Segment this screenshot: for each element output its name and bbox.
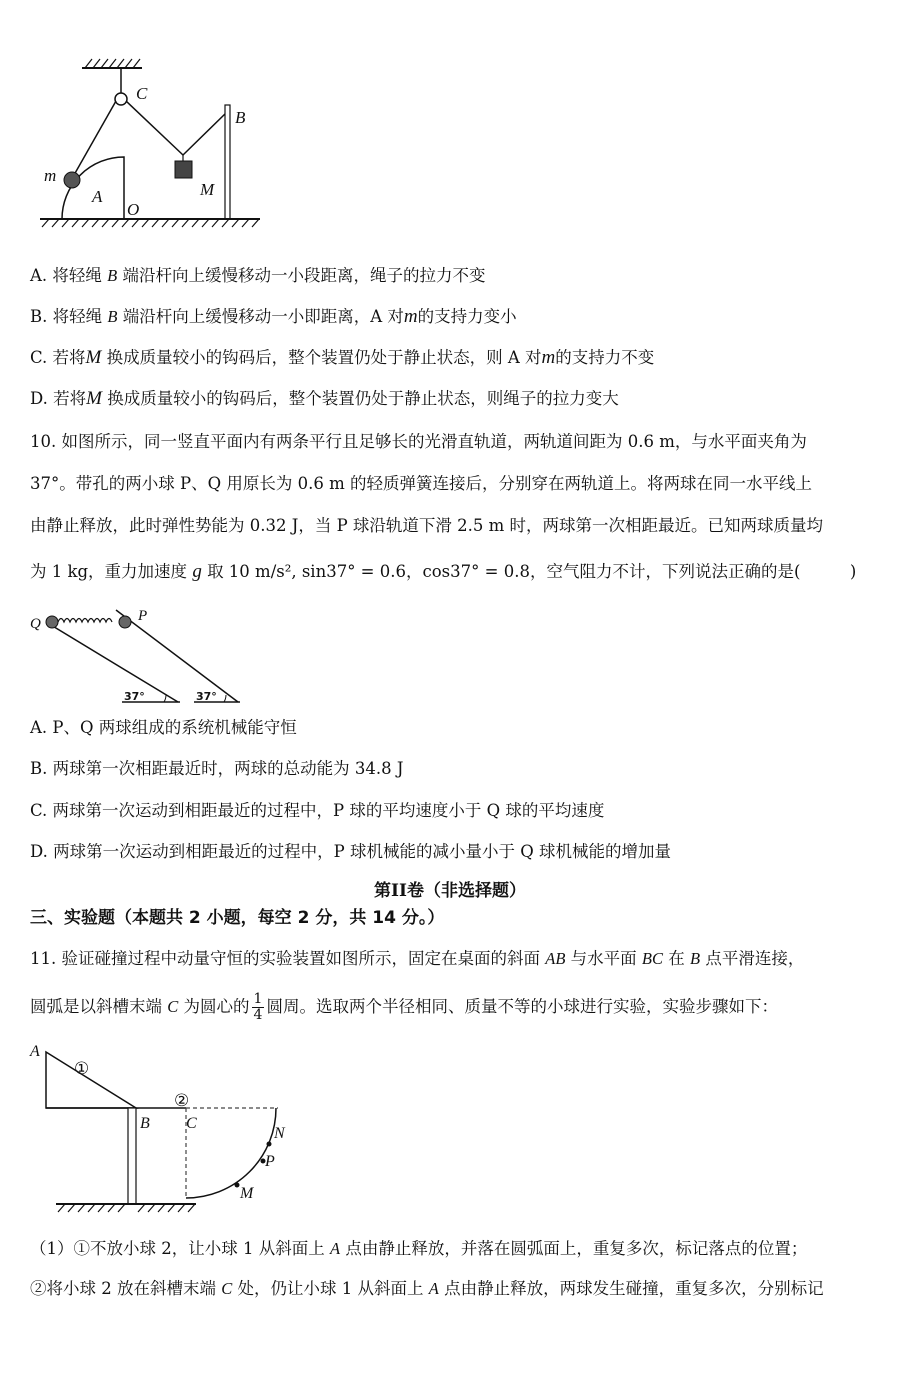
q10-line-4: 为 1 kg，重力加速度 g 取 10 m/s², sin37° = 0.6，cos37° = 0.8，空气阻力不计，下列说法正确的是( ) bbox=[30, 561, 857, 582]
q10-line-1: 10. 如图所示，同一竖直平面内有两条平行且足够长的光滑直轨道，两轨道间距为 0.6 m，与水平面夹角为 bbox=[30, 432, 807, 451]
q11-line-2: 圆弧是以斜槽末端 C 为圆心的 $\frac{1}{4}$ 圆周。选取两个半径相同、质量不等的小球进行实验，实验步骤如下： bbox=[30, 991, 778, 1023]
q9-option-b: B. 将轻绳 B 端沿杆向上缓慢移动一小即距离，A 对m的支持力变小 bbox=[30, 306, 517, 327]
label-c-fig3: C bbox=[186, 1115, 197, 1132]
label-m-fig3: M bbox=[240, 1185, 254, 1202]
pulley-figure bbox=[30, 55, 270, 235]
label-c: C bbox=[136, 84, 148, 103]
label-p-fig3: P bbox=[265, 1153, 275, 1170]
q11-step-2: ②将小球 2 放在斜槽末端 C 处，仍让小球 1 从斜面上 A 点由静止释放，两球发生碰撞，重复多次，分别标记 bbox=[30, 1279, 824, 1298]
label-q: Q bbox=[30, 616, 41, 632]
q10-option-a: A. P、Q 两球组成的系统机械能守恒 bbox=[30, 718, 297, 737]
label-a-fig3: A bbox=[30, 1043, 40, 1060]
label-b-fig3: B bbox=[140, 1115, 150, 1132]
ball-m bbox=[64, 172, 80, 188]
q10-option-c: C. 两球第一次运动到相距最近的过程中，P 球的平均速度小于 Q 球的平均速度 bbox=[30, 801, 605, 820]
q9-option-a: A. 将轻绳 B 端沿杆向上缓慢移动一小段距离，绳子的拉力不变 bbox=[30, 266, 486, 285]
label-o: O bbox=[127, 200, 140, 219]
label-n: N bbox=[274, 1125, 285, 1142]
q10-line-3: 由静止释放，此时弹性势能为 0.32 J，当 P 球沿轨道下滑 2.5 m 时，两球第一次相距最近。已知两球质量均 bbox=[30, 516, 824, 535]
ball-2-label: ② bbox=[174, 1091, 190, 1111]
fraction-quarter: $\frac{1}{4}$ bbox=[253, 991, 263, 1023]
q11-step-1: （1）①不放小球 2，让小球 1 从斜面上 A 点由静止释放，并落在圆弧面上，重复多次，标记落点的位置； bbox=[30, 1239, 808, 1258]
q10-option-b: B. 两球第一次相距最近时，两球的总动能为 34.8 J bbox=[30, 759, 404, 778]
section-heading-experiment: 三、实验题（本题共 2 小题，每空 2 分，共 14 分。） bbox=[30, 908, 445, 928]
ball-p bbox=[119, 616, 131, 628]
q11-line-1: 11. 验证碰撞过程中动量守恒的实验装置如图所示，固定在桌面的斜面 AB 与水平面 BC 在 B 点平滑连接， bbox=[30, 949, 805, 968]
angle-label-2: 37° bbox=[196, 690, 217, 703]
q10-line-2: 37°。带孔的两小球 P、Q 用原长为 0.6 m 的轻质弹簧连接后，分别穿在两轨道上。将两球在同一水平线上 bbox=[30, 474, 812, 493]
label-b: B bbox=[235, 108, 246, 127]
q9-option-d: D. 若将M 换成质量较小的钩码后，整个装置仍处于静止状态，则绳子的拉力变大 bbox=[30, 388, 619, 409]
label-a: A bbox=[92, 187, 103, 206]
section-title: 第II卷（非选择题） bbox=[374, 881, 526, 901]
label-m-big: M bbox=[200, 180, 215, 199]
ball-q bbox=[46, 616, 58, 628]
angle-label-1: 37° bbox=[124, 690, 145, 703]
collision-figure bbox=[28, 1040, 318, 1220]
label-m-small: m bbox=[44, 166, 57, 185]
label-p: P bbox=[138, 608, 148, 624]
ball-1-label: ① bbox=[74, 1059, 90, 1079]
q9-option-c: C. 若将M 换成质量较小的钩码后，整个装置仍处于静止状态，则 A 对m的支持力不变 bbox=[30, 347, 655, 368]
pulley-c bbox=[115, 93, 127, 105]
q10-option-d: D. 两球第一次运动到相距最近的过程中，P 球机械能的减小量小于 Q 球机械能的增加量 bbox=[30, 842, 671, 861]
rails-figure bbox=[28, 606, 248, 706]
weight-m bbox=[175, 161, 192, 178]
